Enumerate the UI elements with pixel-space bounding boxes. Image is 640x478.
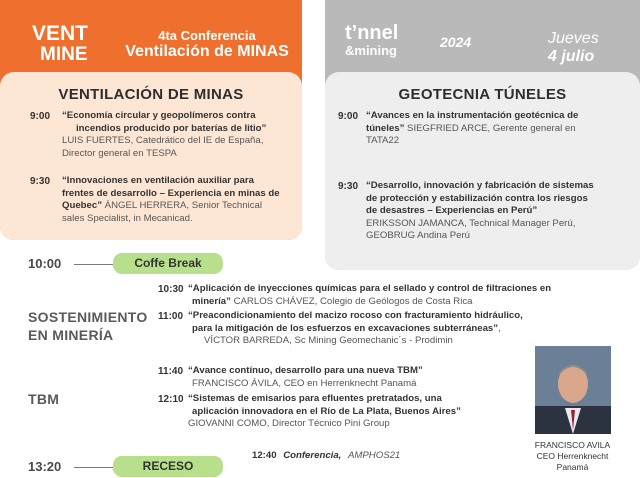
section-label-tbm: TBM xyxy=(28,391,60,407)
talk-time: 11:00 xyxy=(158,311,184,322)
coffee-break-pill: Coffe Break xyxy=(113,253,223,274)
event-date: 4 julio xyxy=(548,48,595,65)
divider-line xyxy=(74,264,114,265)
tunnel-mining-logo: t’nnel &mining xyxy=(345,22,399,58)
talk-entry: “Avance contínuo, desarrollo para una nueva TBM” FRANCISCO ÁVILA, CEO en Herrenknecht Panamá xyxy=(188,365,423,389)
receso-time: 13:20 xyxy=(28,459,62,474)
break-time: 10:00 xyxy=(28,256,62,271)
event-year: 2024 xyxy=(440,34,472,50)
talk-time: 9:00 xyxy=(30,111,51,122)
receso-pill: RECESO xyxy=(113,456,223,477)
talk-time: 9:30 xyxy=(30,176,51,187)
talk-entry: “Economía circular y geopolímeros contra incendios producido por baterías de litio” LUIS FUERTES, Catedrático del IE de España, Director general en TESPA xyxy=(62,110,267,159)
divider-line xyxy=(74,467,114,468)
event-day: Jueves xyxy=(548,30,599,47)
svg-text:VENT: VENT xyxy=(32,22,89,45)
conference-edition: 4ta Conferencia xyxy=(158,28,256,43)
talk-time: 11:40 xyxy=(158,366,184,377)
speaker-caption: FRANCISCO AVILA CEO Herrenknecht Panamá xyxy=(534,440,611,472)
person-portrait-icon xyxy=(535,346,611,434)
talk-entry: “Aplicación de inyecciones químicas para el sellado y control de filtraciones en minería” CARLOS CHÁVEZ, Colegio de Geólogos de Costa Rica xyxy=(188,283,552,307)
closing-talk: 12:40 Conferencia, AMPHOS21 xyxy=(252,450,401,461)
talk-entry: “Avances en la instrumentación geotécnica de túneles” SIEGFRIED ARCE, Gerente general en TATA22 xyxy=(366,110,579,146)
talk-entry: “Desarrollo, innovación y fabricación de sistemas de protección y estabilización contra los riesgos de desastres – Experiencias en Perú” ERIKSSON JAMANCA, Technical Manager Perú, GEOBRUG Andina Perú xyxy=(366,180,594,241)
talk-entry: “Innovaciones en ventilación auxiliar para frentes de desarrollo – Experiencia en minas de Quebec” ÁNGEL HERRERA, Senior Technical sales Specialist, in Mecanicad. xyxy=(62,175,280,224)
talk-entry: “Preacondicionamiento del macizo rocoso con fracturamiento hidráulico, para la mitigación de los esfuerzos en excavaciones subterráneas”, VÍCTOR BARREDA, Sc Mining Geomechanic´s - Prodimin xyxy=(188,310,523,346)
right-section-title: GEOTECNIA TÚNELES xyxy=(398,86,567,103)
svg-text:MINE: MINE xyxy=(40,44,88,64)
talk-time: 10:30 xyxy=(158,284,184,295)
talk-time: 12:10 xyxy=(158,394,184,405)
conference-name: Ventilación de MINAS xyxy=(125,43,289,60)
ventmine-logo xyxy=(30,20,108,64)
talk-entry: “Sistemas de emisarios para efluentes pretratados, una aplicación innovadora en el Río de La Plata, Buenos Aires” GIOVANNI COMO, Director Técnico Pini Group xyxy=(188,393,461,429)
talk-time: 9:30 xyxy=(338,181,359,192)
left-section-title: VENTILACIÓN DE MINAS xyxy=(58,86,244,103)
speaker-photo xyxy=(535,346,611,434)
section-label-sostenimiento: SOSTENIMIENTO EN MINERÍA xyxy=(28,309,148,343)
talk-time: 9:00 xyxy=(338,111,359,122)
